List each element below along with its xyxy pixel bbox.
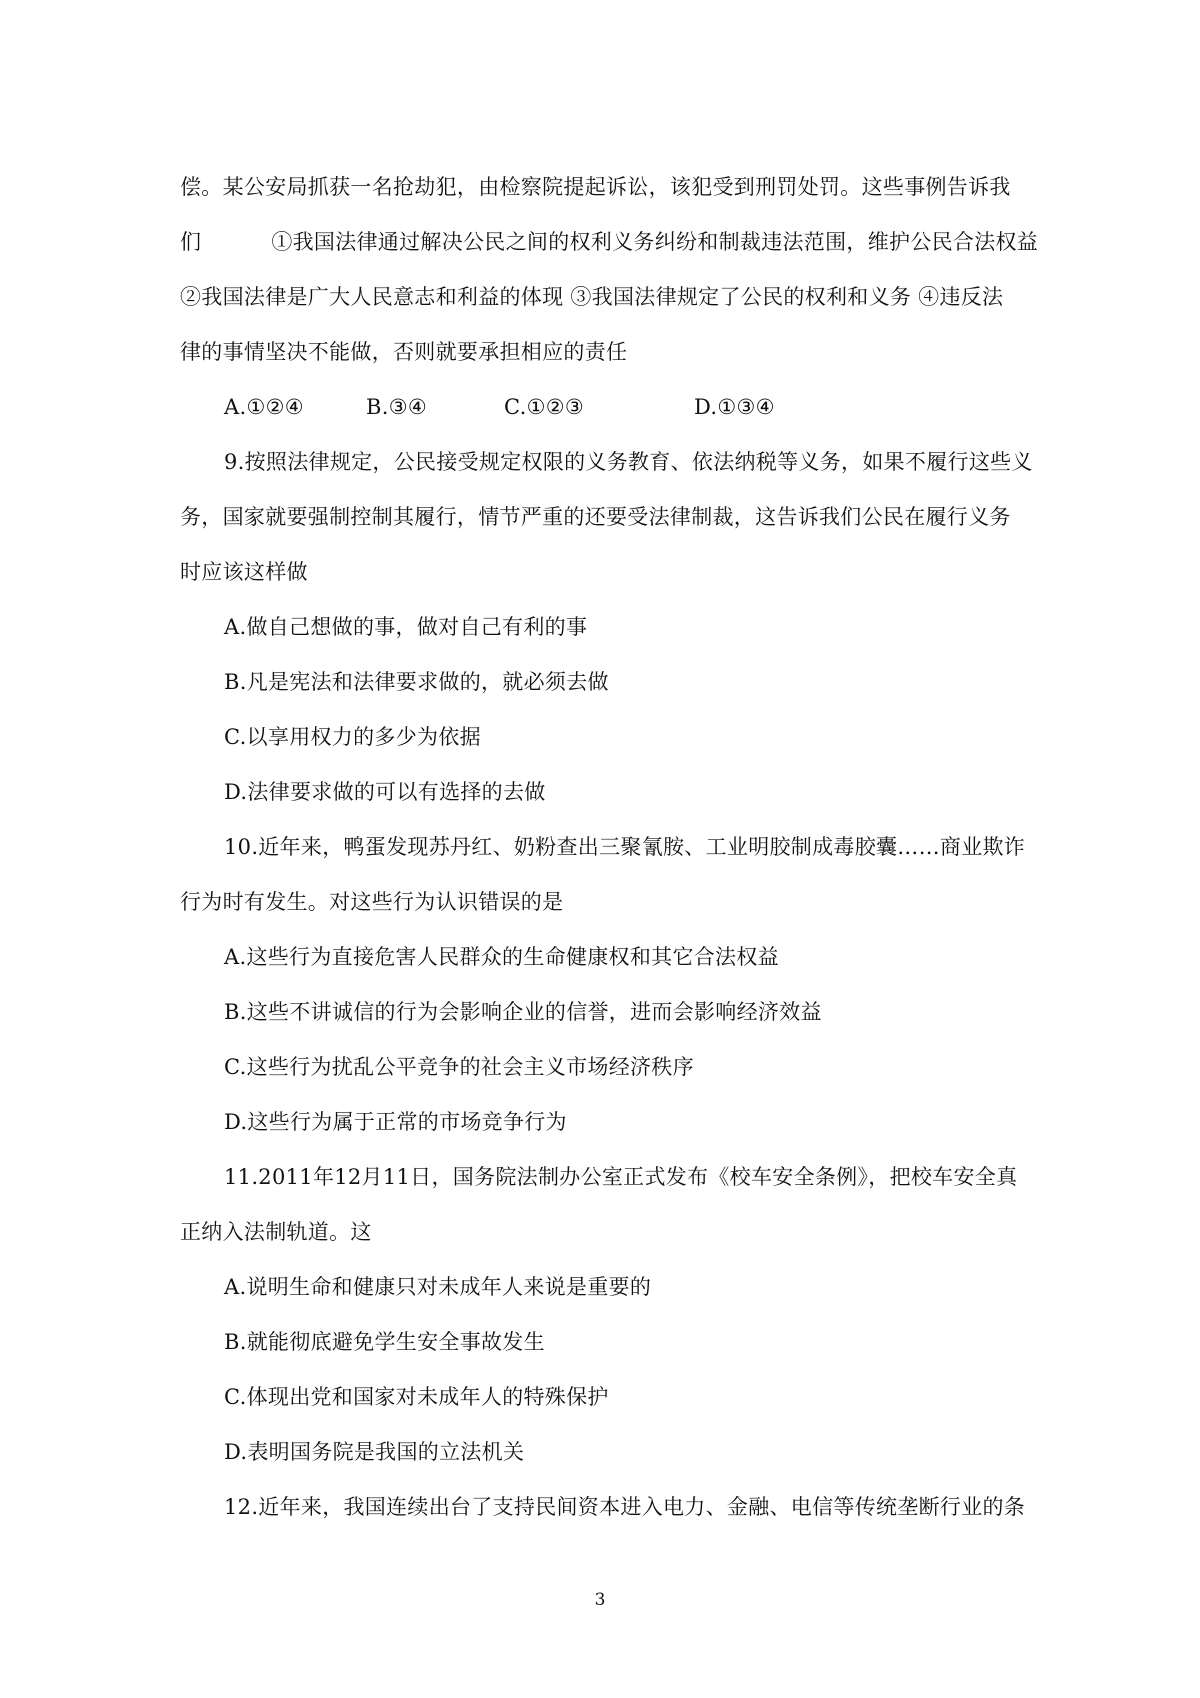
option-b: B.这些不讲诚信的行为会影响企业的信誉，进而会影响经济效益 <box>224 1000 822 1024</box>
question-text-line: 12.近年来，我国连续出台了支持民间资本进入电力、金融、电信等传统垄断行业的条 <box>224 1495 1026 1519</box>
option-c: C.①②③ <box>504 395 584 419</box>
option-a: A.说明生命和健康只对未成年人来说是重要的 <box>224 1275 652 1299</box>
option-a: A.①②④ <box>224 395 304 419</box>
option-a: A.这些行为直接危害人民群众的生命健康权和其它合法权益 <box>224 945 779 969</box>
question-text-line <box>180 215 1039 270</box>
question-text-line: 时应该这样做 <box>180 560 308 584</box>
option-c: C.这些行为扰乱公平竞争的社会主义市场经济秩序 <box>224 1055 694 1079</box>
option-d: D.法律要求做的可以有选择的去做 <box>224 780 546 804</box>
option-d: D.这些行为属于正常的市场竞争行为 <box>224 1110 567 1134</box>
question-text-line: 行为时有发生。对这些行为认识错误的是 <box>180 890 564 914</box>
page-number: 3 <box>594 1590 606 1610</box>
option-d: D.表明国务院是我国的立法机关 <box>224 1440 525 1464</box>
question-10 <box>180 820 1026 1150</box>
statement-1: ①我国法律通过解决公民之间的权利义务纠纷和制裁违法范围，维护公民合法权益 <box>271 230 1039 254</box>
option-c: C.体现出党和国家对未成年人的特殊保护 <box>224 1385 609 1409</box>
option-d: D.①③④ <box>694 395 775 419</box>
question-text-line: 9.按照法律规定，公民接受规定权限的义务教育、依法纳税等义务，如果不履行这些义 <box>224 450 1033 474</box>
question-text-line: 10.近年来，鸭蛋发现苏丹红、奶粉查出三聚氰胺、工业明胶制成毒胶囊……商业欺诈 <box>224 835 1026 859</box>
option-a: A.做自己想做的事，做对自己有利的事 <box>224 615 588 639</box>
option-c: C.以享用权力的多少为依据 <box>224 725 481 749</box>
question-text-fragment: 们 <box>180 230 202 254</box>
question-9 <box>180 435 1033 820</box>
option-b: B.就能彻底避免学生安全事故发生 <box>224 1330 545 1354</box>
question-12 <box>180 1480 1026 1535</box>
question-11 <box>180 1150 1020 1480</box>
option-b: B.③④ <box>366 395 427 419</box>
exam-content <box>180 160 1039 1535</box>
question-text-line: 务，国家就要强制控制其履行，情节严重的还要受法律制裁，这告诉我们公民在履行义务 <box>180 505 1011 529</box>
question-8-continued <box>180 160 1039 435</box>
question-text-line: ②我国法律是广大人民意志和利益的体现 ③我国法律规定了公民的权利和义务 ④违反法 <box>180 285 1004 309</box>
question-text-line: 11.2011年12月11日，国务院法制办公室正式发布《校车安全条例》，把校车安全真 <box>224 1165 1018 1189</box>
question-text-line: 偿。某公安局抓获一名抢劫犯，由检察院提起诉讼，该犯受到刑罚处罚。这些事例告诉我 <box>180 175 1011 199</box>
option-b: B.凡是宪法和法律要求做的，就必须去做 <box>224 670 609 694</box>
question-text-line: 正纳入法制轨道。这 <box>180 1220 372 1244</box>
question-text-line: 律的事情坚决不能做，否则就要承担相应的责任 <box>180 340 628 364</box>
answer-options <box>180 380 1020 435</box>
